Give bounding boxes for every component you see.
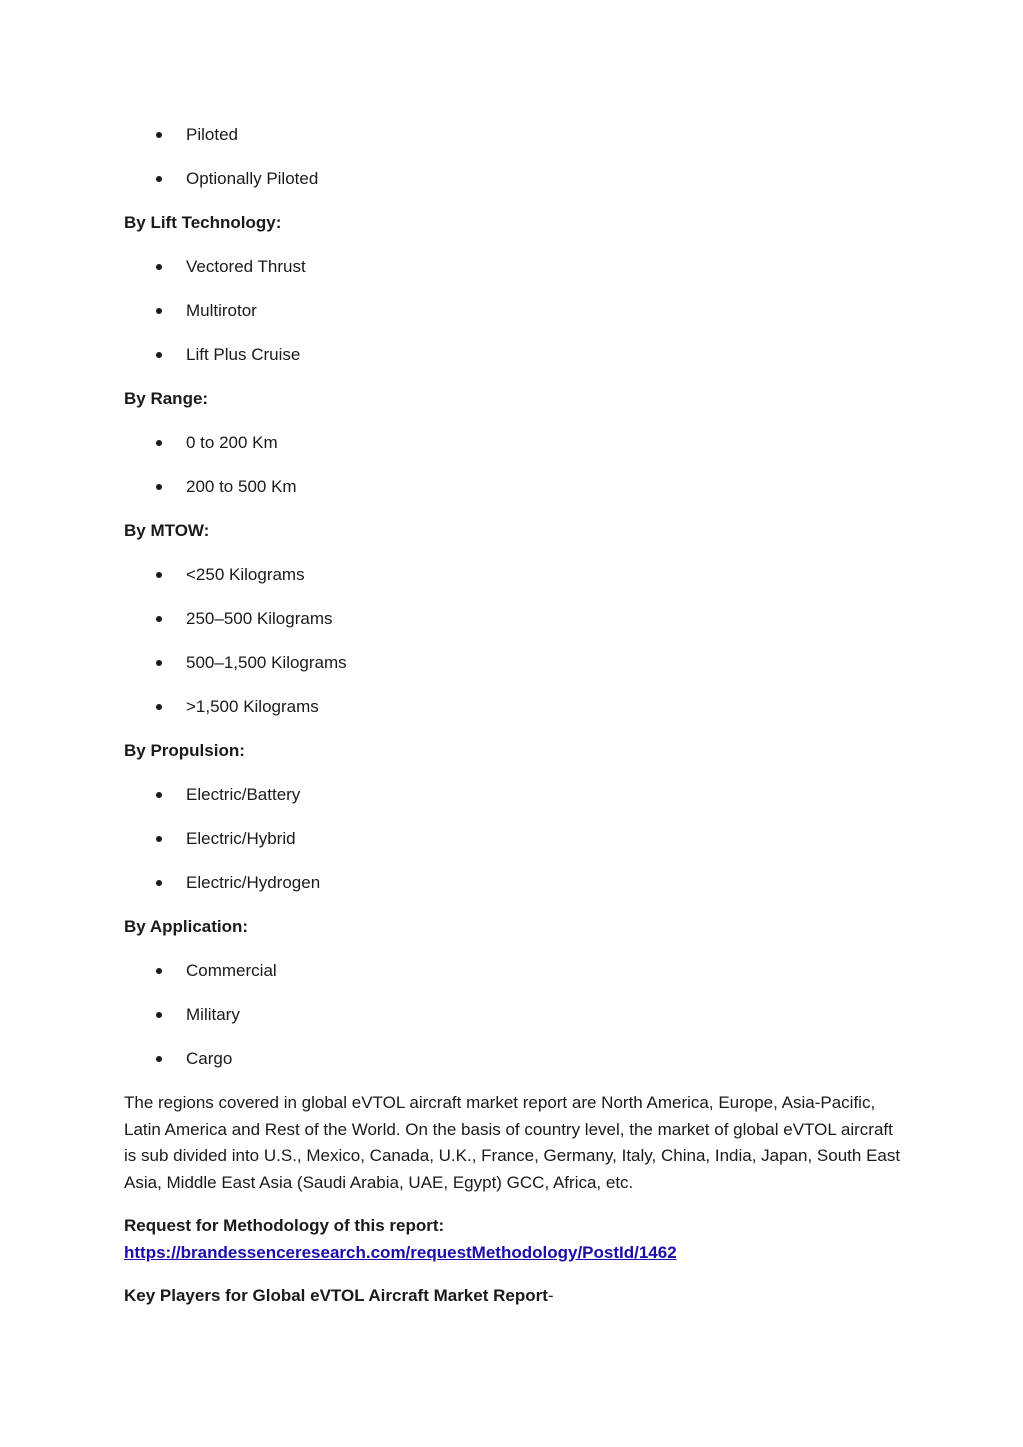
methodology-label: Request for Methodology of this report: <box>124 1216 445 1235</box>
key-players-heading <box>124 1283 904 1310</box>
list-item <box>124 1002 904 1028</box>
list-item-text: 250–500 Kilograms <box>186 609 333 628</box>
list-item <box>124 782 904 808</box>
bullet-icon <box>156 968 162 974</box>
bullet-icon <box>156 616 162 622</box>
bullet-icon <box>156 132 162 138</box>
list-item <box>124 342 904 368</box>
bullet-icon <box>156 352 162 358</box>
section-heading: By Lift Technology: <box>124 213 282 232</box>
bullet-icon <box>156 176 162 182</box>
list-item-text: 500–1,500 Kilograms <box>186 653 347 672</box>
list-item <box>124 562 904 588</box>
list-item <box>124 254 904 280</box>
list-item-text: Vectored Thrust <box>186 257 306 276</box>
list-item-text: Electric/Hybrid <box>186 829 296 848</box>
list-item-text: Electric/Hydrogen <box>186 873 321 892</box>
bullet-icon <box>156 572 162 578</box>
bullet-icon <box>156 792 162 798</box>
list-item <box>124 958 904 984</box>
regions-paragraph: The regions covered in global eVTOL aircraft market report are North America, Europe, Asia-Pacific, Latin America and Rest of the World. On the basis of country level, the market of global eVTOL aircraft is sub divided into U.S., Mexico, Canada, U.K., France, Germany, Italy, China, India, Japan, South East Asia, Middle East Asia (Saudi Arabia, UAE, Egypt) GCC, Africa, etc. <box>124 1093 901 1192</box>
bullet-icon <box>156 880 162 886</box>
list-item-text: 200 to 500 Km <box>186 477 297 496</box>
list-item <box>124 650 904 676</box>
list-item-text: <250 Kilograms <box>186 565 305 584</box>
section-heading: By Propulsion: <box>124 741 245 760</box>
section-heading: By MTOW: <box>124 521 210 540</box>
list-item-text: Cargo <box>186 1049 233 1068</box>
list-item-text: >1,500 Kilograms <box>186 697 319 716</box>
bullet-icon <box>156 440 162 446</box>
bullet-icon <box>156 484 162 490</box>
list-item <box>124 1046 904 1072</box>
bullet-icon <box>156 660 162 666</box>
segment-list <box>124 122 904 1072</box>
bullet-icon <box>156 264 162 270</box>
list-item-text: Military <box>186 1005 240 1024</box>
key-players-suffix: - <box>547 1286 554 1305</box>
list-item-text: Piloted <box>186 125 238 144</box>
section-heading: By Application: <box>124 917 249 936</box>
list-item-text: Multirotor <box>186 301 257 320</box>
list-item <box>124 430 904 456</box>
list-item <box>124 298 904 324</box>
list-item <box>124 606 904 632</box>
methodology-link[interactable]: https://brandessenceresearch.com/requestMethodology/PostId/1462 <box>124 1242 677 1262</box>
list-item-text: Optionally Piloted <box>186 169 319 188</box>
bullet-icon <box>156 1012 162 1018</box>
list-item-text: 0 to 200 Km <box>186 433 278 452</box>
list-item <box>124 694 904 720</box>
list-item-text: Electric/Battery <box>186 785 301 804</box>
section-heading: By Range: <box>124 389 209 408</box>
list-item <box>124 166 904 192</box>
methodology-request <box>124 1213 904 1266</box>
bullet-icon <box>156 1056 162 1062</box>
bullet-icon <box>156 308 162 314</box>
list-item <box>124 826 904 852</box>
list-item <box>124 870 904 896</box>
list-item-text: Commercial <box>186 961 277 980</box>
list-item <box>124 474 904 500</box>
list-item <box>124 122 904 148</box>
document-content <box>124 122 904 1327</box>
bullet-icon <box>156 836 162 842</box>
list-item-text: Lift Plus Cruise <box>186 345 301 364</box>
key-players-label: Key Players for Global eVTOL Aircraft Market Report <box>124 1286 548 1305</box>
bullet-icon <box>156 704 162 710</box>
